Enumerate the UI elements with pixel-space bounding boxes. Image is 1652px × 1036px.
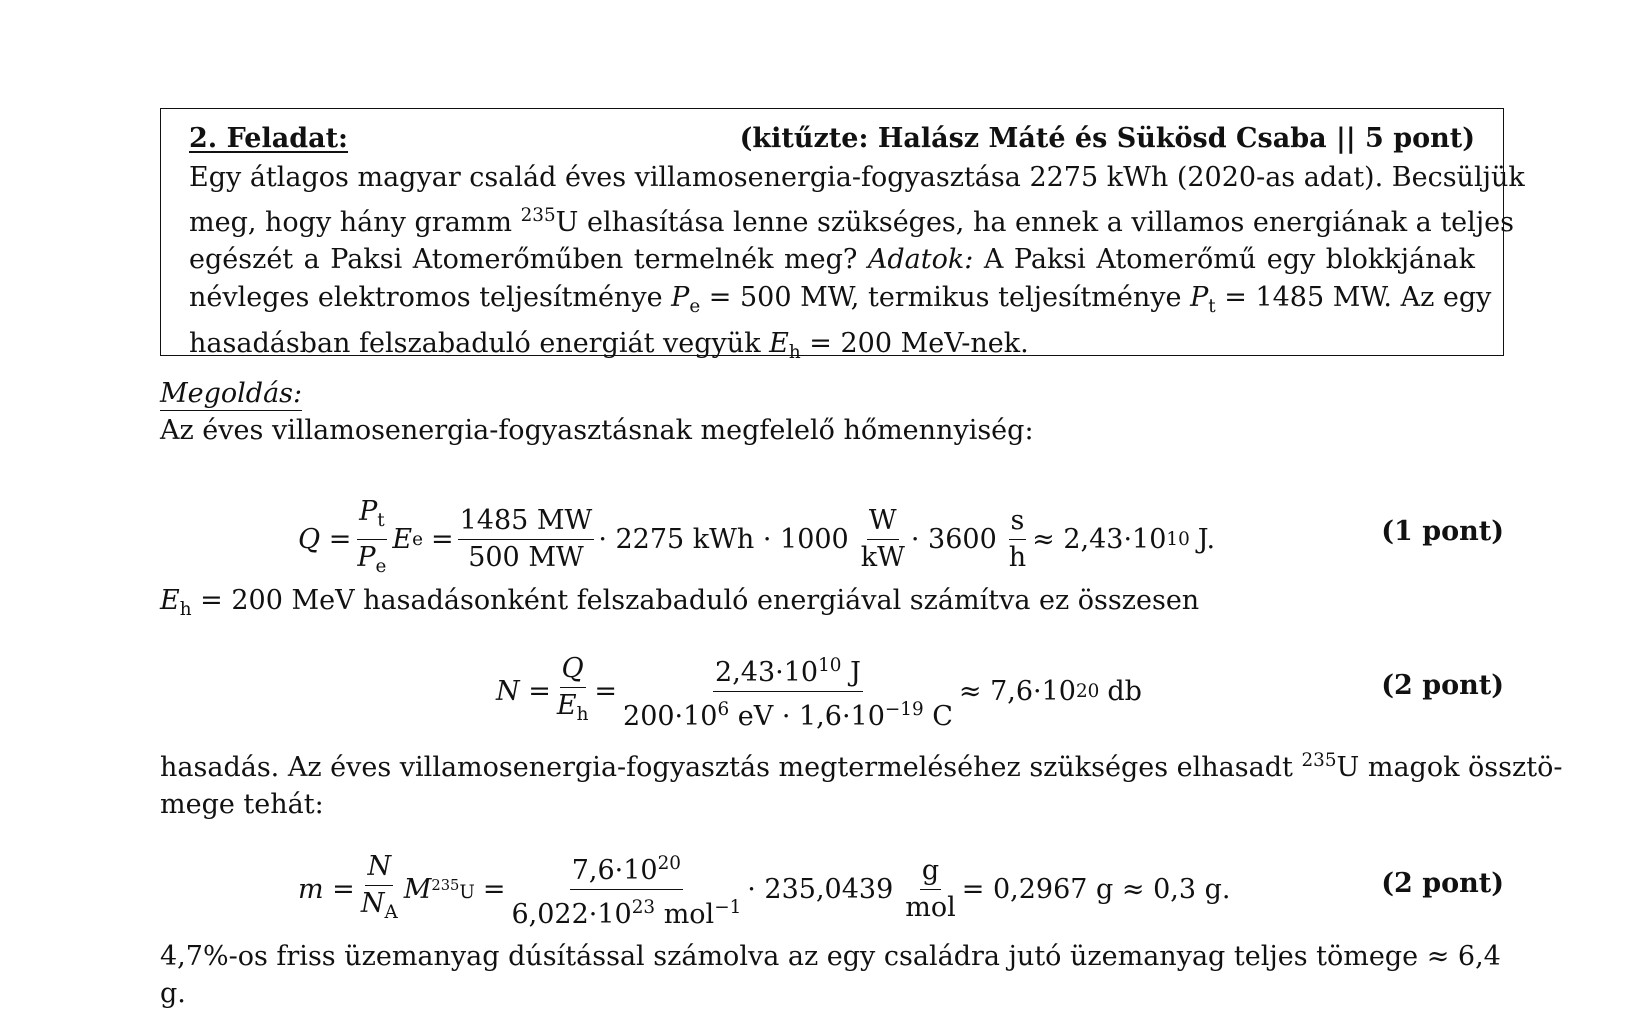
unit: J (850, 657, 861, 689)
symbol: P (359, 496, 378, 527)
subscript: e (412, 528, 423, 550)
denominator: mol (905, 892, 956, 924)
unit: J. (1197, 523, 1216, 555)
symbol: P (357, 541, 376, 573)
exponent: 23 (631, 897, 656, 919)
symbol: E (160, 585, 180, 616)
text: = 1485 MW. Az egy (1224, 281, 1492, 313)
points-2: (2 pont) (1381, 670, 1504, 701)
numerator: W (867, 505, 899, 540)
denominator (359, 886, 400, 929)
numerator: s (1009, 505, 1027, 540)
subscript: t (1208, 295, 1216, 317)
numerator (357, 496, 387, 540)
exponent: −1 (714, 897, 742, 919)
exponent: 20 (1076, 681, 1100, 703)
subscript: h (179, 598, 192, 620)
equals: = (594, 676, 618, 708)
text: 2,43·10 (715, 657, 819, 689)
eq-result: = 0,2967 g ≈ 0,3 g. (961, 874, 1231, 906)
symbol: P (1190, 281, 1209, 313)
text: egészét a Paksi Atomerőműben termelnék meg? (189, 244, 858, 276)
eq-term: · 235,0439 (747, 874, 894, 906)
eq-lhs: N = (496, 676, 551, 708)
denominator (555, 688, 591, 731)
points-1: (1 pont) (1381, 516, 1504, 547)
text: 7,6·10 (571, 855, 658, 887)
numerator (713, 650, 863, 692)
symbol: P (671, 281, 690, 313)
numerator: N (365, 851, 393, 886)
problem-line (189, 241, 1475, 279)
isotope-mass-number: 235 (431, 876, 460, 894)
equals: = (430, 523, 454, 555)
paragraph-line: mege tehát: (160, 789, 324, 821)
unit: mol (663, 899, 715, 931)
subscript: e (689, 295, 701, 317)
text: eV · 1,6·10 (737, 701, 885, 733)
fraction (458, 505, 595, 574)
subscript: h (788, 342, 801, 364)
eq-result: ≈ 2,43·10 (1032, 523, 1167, 555)
text: 200·10 (623, 701, 718, 733)
problem-line (189, 197, 1514, 242)
text: ö- (1537, 752, 1563, 784)
denominator: 500 MW (468, 541, 584, 573)
text: A Paksi Atomerőmű egy blokkjának (983, 244, 1475, 276)
isotope-mass-number: 235 (1301, 750, 1337, 771)
subscript: t (377, 509, 385, 531)
denominator (355, 540, 388, 583)
exponent: 20 (657, 853, 681, 874)
eq-lhs: Q = (298, 523, 352, 555)
text: = 200 MeV hasadásonként felszabaduló energiával számítva ez összesen (200, 585, 1200, 616)
subscript: h (576, 703, 589, 725)
problem-header (189, 123, 1475, 159)
fraction (859, 505, 907, 574)
equation-2 (496, 650, 1142, 733)
text: névleges elektromos teljesítménye (189, 281, 663, 313)
solution-paragraph-2 (160, 582, 1504, 628)
symbol: M (403, 874, 432, 906)
solution-paragraph-1: Az éves villamosenergia-fogyasztásnak megfelelő hőmennyiség: (160, 415, 1034, 446)
problem-statement (189, 159, 1525, 372)
text: hasadás. Az éves villamosenergia-fogyasztás megtermeléséhez szükséges elhasadt (160, 752, 1293, 784)
points-3: (2 pont) (1381, 868, 1504, 899)
equation-3 (298, 848, 1231, 931)
eq-result: ≈ 7,6·10 (958, 676, 1076, 708)
subscript (431, 877, 475, 903)
eq-term: · 2275 kWh · 1000 (598, 523, 849, 555)
fraction (359, 851, 400, 929)
subscript: e (375, 555, 387, 577)
equation-1 (298, 496, 1215, 583)
eq-lhs: m = (298, 874, 355, 906)
fraction (509, 848, 743, 931)
denominator: h (1008, 541, 1027, 573)
numerator: g (920, 855, 941, 890)
solution-paragraph-4: 4,7%-os friss üzemanyag dúsítással számolva az egy családra jutó üzemanyag teljes tömege ≈ 6,4 g. (160, 941, 1501, 1009)
equals: = (482, 874, 506, 906)
unit: C (932, 701, 953, 733)
text: = 200 MeV-nek. (809, 328, 1029, 360)
problem-label: 2. Feladat: (189, 123, 349, 154)
fraction (355, 496, 388, 583)
problem-line (189, 325, 1475, 371)
symbol: E (392, 523, 413, 555)
denominator (621, 692, 955, 733)
problem-credit: (kitűzte: Halász Máté és Sükösd Csaba || 5 pont) (739, 123, 1475, 154)
text: 6,022·10 (511, 899, 632, 931)
symbol: E (556, 689, 577, 721)
text: meg, hogy hány gramm (189, 206, 512, 238)
problem-line (189, 279, 1492, 325)
text: U magok összt (1336, 752, 1538, 784)
exponent: 10 (1166, 528, 1190, 550)
fraction (621, 650, 955, 733)
text: hasadásban felszabaduló energiát vegyük (189, 328, 761, 360)
solution-heading: Megoldás: (160, 378, 303, 409)
problem-line (189, 159, 1525, 197)
unit: db (1107, 676, 1142, 708)
eq-term: · 3600 (910, 523, 997, 555)
fraction (1007, 505, 1028, 574)
fraction (903, 855, 958, 924)
denominator: kW (860, 541, 905, 573)
data-label: Adatok: (867, 244, 974, 276)
exponent: 6 (717, 699, 730, 721)
subscript: A (384, 901, 398, 923)
solution-paragraph-3 (160, 742, 1563, 823)
symbol: N (360, 887, 385, 919)
exponent: 10 (818, 655, 842, 676)
exponent: −19 (884, 699, 924, 721)
denominator (509, 890, 743, 931)
text: Egy átlagos magyar család éves villamosenergia-fogyasztása 2275 kWh (2020-as adat). Becsüljük (189, 162, 1525, 193)
isotope-mass-number: 235 (520, 204, 556, 226)
text: = 500 MW, termikus teljesítménye (708, 281, 1182, 313)
fraction (555, 653, 591, 731)
problem-box (160, 108, 1525, 364)
symbol: E (769, 328, 789, 360)
numerator: Q (560, 653, 586, 688)
numerator (570, 848, 683, 890)
paragraph-line (160, 742, 1563, 786)
text: U elhasítása lenne szükséges, ha ennek a villamos energiának a teljes (555, 206, 1514, 238)
numerator: 1485 MW (458, 505, 595, 540)
text: U (459, 881, 475, 903)
